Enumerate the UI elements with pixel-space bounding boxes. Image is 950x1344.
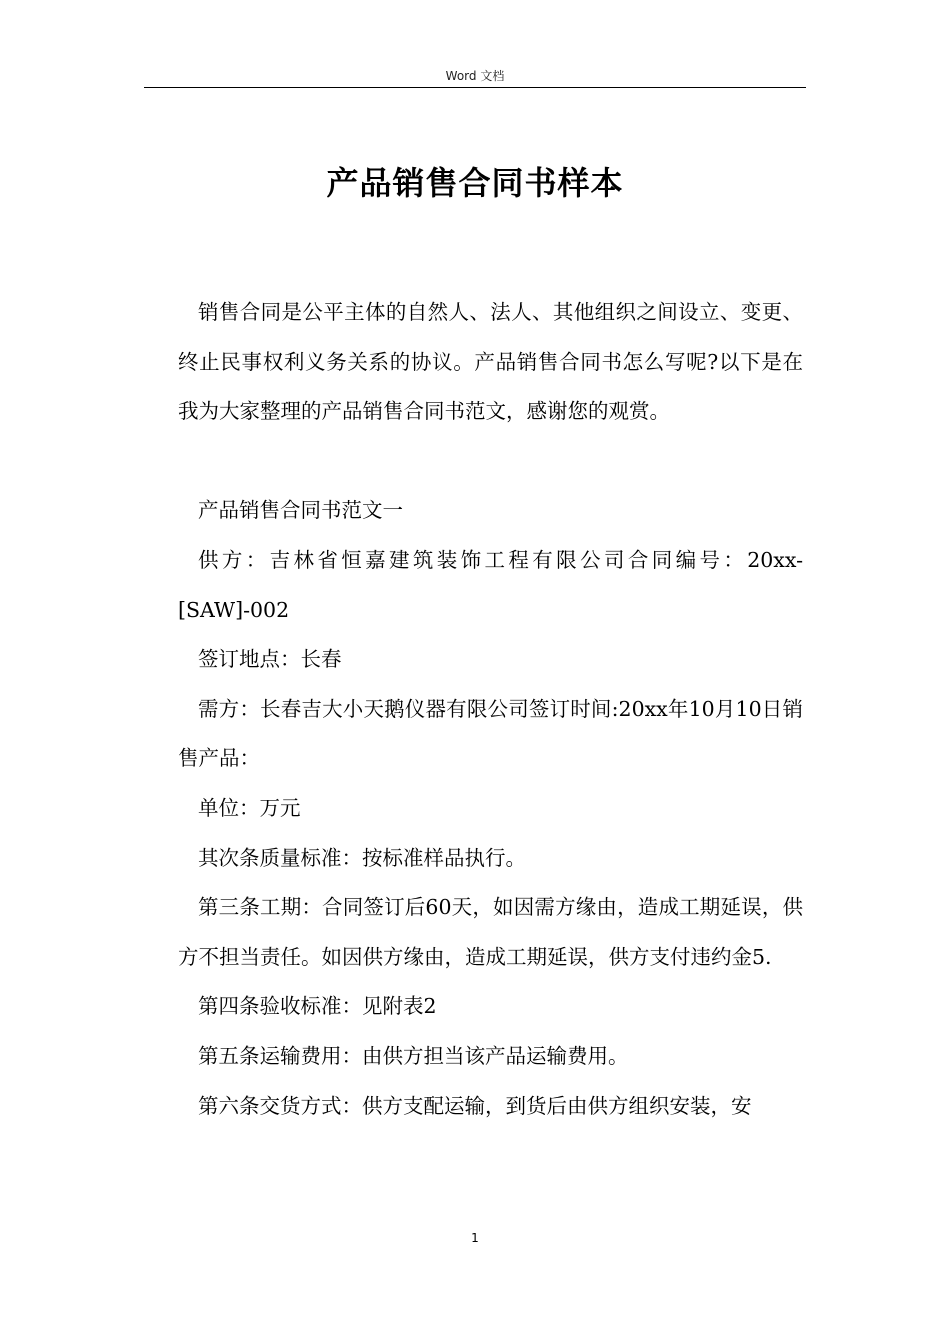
page-number: 1 [471, 1231, 479, 1245]
section-heading: 产品销售合同书范文一 [198, 498, 403, 523]
page-header-label: Word 文档 [445, 69, 505, 83]
header-divider [144, 87, 806, 88]
clause-acceptance: 第四条验收标准：见附表2 [198, 994, 437, 1019]
clause-quality: 其次条质量标准：按标准样品执行。 [198, 845, 526, 870]
clause-schedule: 第三条工期：合同签订后60天，如因需方缘由，造成工期延误，供方不担当责任。如因供方缘由，造成工期延误，供方支付违约金5. [178, 895, 803, 969]
supplier-line: 供方：吉林省恒嘉建筑装饰工程有限公司合同编号：20xx-[SAW]-002 [178, 547, 803, 622]
blank-line [178, 437, 803, 487]
clause-delivery: 第六条交货方式：供方支配运输，到货后由供方组织安装，安 [198, 1093, 752, 1118]
unit-line: 单位：万元 [198, 795, 301, 820]
signing-place-line: 签订地点：长春 [198, 647, 342, 672]
document-body [178, 288, 803, 1131]
document-title: 产品销售合同书样本 [326, 164, 624, 202]
intro-paragraph: 销售合同是公平主体的自然人、法人、其他组织之间设立、变更、终止民事权利义务关系的协议。产品销售合同书怎么写呢?以下是在我为大家整理的产品销售合同书范文，感谢您的观赏。 [178, 300, 803, 424]
clause-transport: 第五条运输费用：由供方担当该产品运输费用。 [198, 1043, 629, 1068]
buyer-line: 需方：长春吉大小天鹅仪器有限公司签订时间:20xx年10月10日销售产品： [178, 696, 803, 771]
